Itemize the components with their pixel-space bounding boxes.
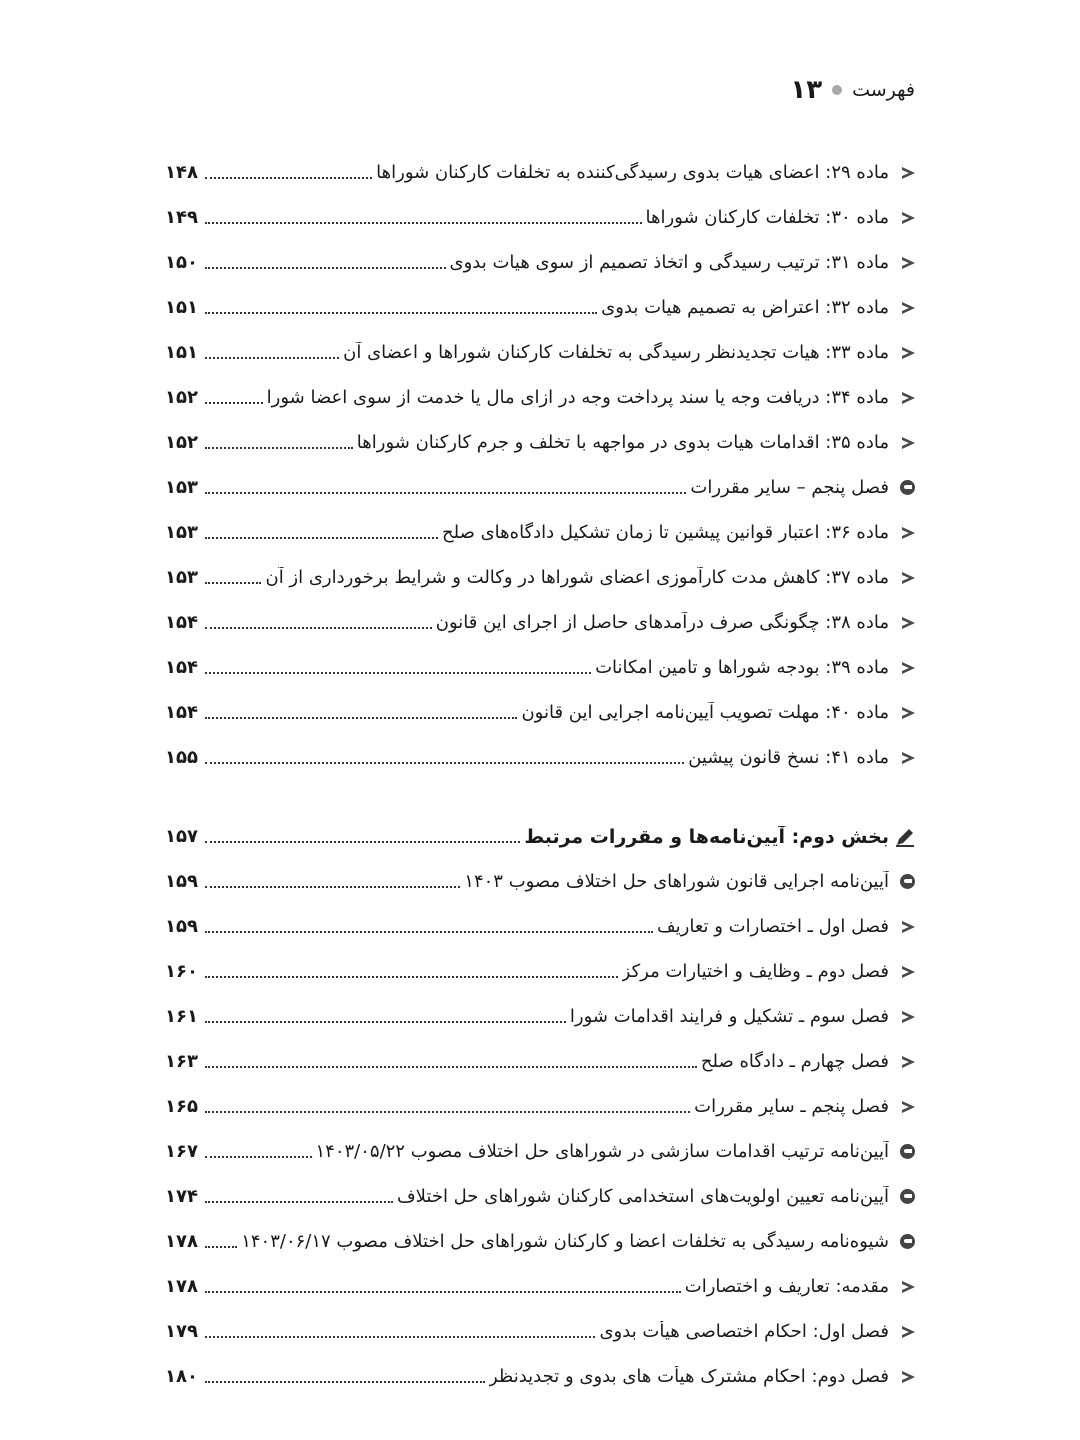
bullet [889,707,915,719]
toc-entry-page: ۱۵۴ [165,612,198,633]
table-of-contents [165,150,915,1399]
toc-entry [165,645,915,690]
toc-entry [165,195,915,240]
header-title: فهرست [852,79,915,101]
toc-entry-title: فصل اول ـ اختصارات و تعاریف [657,916,889,937]
bullet [889,167,915,179]
pencil-icon [895,827,915,847]
toc-entry-title: ماده ۳۲: اعتراض به تصمیم هیات بدوی [601,297,889,318]
dot-leader [205,357,339,359]
separator-dot-icon [832,85,842,95]
toc-entry-title: فصل دوم: احکام مشترک هیأت های بدوی و تجدیدنظر [489,1366,889,1387]
toc-entry-page: ۱۴۹ [165,207,198,228]
toc-entry-title: ماده ۳۳: هیات تجدیدنظر رسیدگی به تخلفات کارکنان شوراها و اعضای آن [343,342,889,363]
bullet [889,617,915,629]
dot-leader [205,627,432,629]
toc-entry-page: ۱۵۹ [165,871,198,892]
toc-entry-page: ۱۷۸ [165,1276,198,1297]
toc-entry-title: ماده ۳۶: اعتبار قوانین پیشین تا زمان تشکیل دادگاه‌های صلح [442,522,889,543]
dot-leader [205,267,446,269]
dot-leader [205,886,460,888]
arrow-bullet-icon [902,437,915,449]
toc-entry-title: ماده ۳۸: چگونگی صرف درآمدهای حاصل از اجرای این قانون [435,612,889,633]
toc-entry-title: فصل دوم ـ وظایف و اختیارات مرکز [621,961,889,982]
bullet [889,1056,915,1068]
arrow-bullet-icon [902,921,915,933]
dot-leader [205,976,618,978]
dot-leader [205,762,684,764]
toc-entry [165,1039,915,1084]
toc-entry-page: ۱۶۷ [165,1141,198,1162]
toc-entry-title: ماده ۳۷: کاهش مدت کارآموزی اعضای شوراها در وکالت و شرایط برخورداری از آن [265,567,889,588]
dot-leader [205,222,642,224]
toc-entry [165,1219,915,1264]
circle-bullet-icon [900,1144,915,1159]
bullet [889,437,915,449]
toc-entry-page: ۱۶۱ [165,1006,198,1027]
toc-group-2 [165,814,915,1399]
toc-entry [165,555,915,600]
bullet [889,1101,915,1113]
bullet [889,480,915,495]
dot-leader [205,1291,681,1293]
arrow-bullet-icon [902,707,915,719]
circle-bullet-icon [900,874,915,889]
arrow-bullet-icon [902,572,915,584]
toc-entry-page: ۱۵۴ [165,657,198,678]
toc-entry-page: ۱۵۹ [165,916,198,937]
dot-leader [205,1111,690,1113]
toc-entry-title: آیین‌نامه ترتیب اقدامات سازشی در شوراهای حل اختلاف مصوب ۱۴۰۳/۰۵/۲۲ [315,1141,889,1162]
bullet [889,1326,915,1338]
toc-entry-page: ۱۵۲ [165,432,198,453]
bullet [889,527,915,539]
bullet [889,827,915,847]
dot-leader [205,537,438,539]
arrow-bullet-icon [902,1011,915,1023]
toc-entry [165,465,915,510]
toc-entry-page: ۱۶۵ [165,1096,198,1117]
section-gap [165,780,915,814]
arrow-bullet-icon [902,1326,915,1338]
toc-entry [165,600,915,645]
bullet [889,874,915,889]
dot-leader [205,1381,485,1383]
toc-entry-title: ماده ۳۵: اقدامات هیات بدوی در مواجهه با تخلف و جرم کارکنان شوراها [356,432,889,453]
arrow-bullet-icon [902,257,915,269]
toc-entry-title: آیین‌نامه تعیین اولویت‌های استخدامی کارکنان شوراهای حل اختلاف [396,1186,889,1207]
bullet [889,1234,915,1249]
dot-leader [205,582,261,584]
dot-leader [205,841,520,843]
toc-entry-page: ۱۵۰ [165,252,198,273]
dot-leader [205,931,653,933]
arrow-bullet-icon [902,662,915,674]
circle-bullet-icon [900,480,915,495]
dot-leader [205,402,263,404]
toc-entry [165,994,915,1039]
toc-entry [165,1129,915,1174]
toc-entry [165,904,915,949]
toc-entry-page: ۱۵۵ [165,747,198,768]
dot-leader [205,1336,595,1338]
page-number: ۱۳ [790,75,823,105]
toc-entry [165,240,915,285]
bullet [889,662,915,674]
dot-leader [205,1201,393,1203]
arrow-bullet-icon [902,966,915,978]
bullet [889,347,915,359]
toc-entry [165,510,915,555]
toc-entry [165,330,915,375]
toc-entry-page: ۱۶۰ [165,961,198,982]
bullet [889,302,915,314]
bullet [889,966,915,978]
bullet [889,212,915,224]
dot-leader [205,447,353,449]
bullet [889,1011,915,1023]
toc-entry-title: فصل سوم ـ تشکیل و فرایند اقدامات شورا [569,1006,889,1027]
dot-leader [205,312,597,314]
toc-entry-page: ۱۵۱ [165,342,198,363]
toc-entry-title: ماده ۳۱: ترتیب رسیدگی و اتخاذ تصمیم از سوی هیات بدوی [449,252,889,273]
dot-leader [205,1066,697,1068]
dot-leader [205,1156,312,1158]
arrow-bullet-icon [902,302,915,314]
bullet [889,1281,915,1293]
bullet [889,572,915,584]
arrow-bullet-icon [902,1281,915,1293]
bullet [889,1371,915,1383]
toc-entry-title: ماده ۳۰: تخلفات کارکنان شوراها [645,207,889,228]
toc-entry-page: ۱۵۱ [165,297,198,318]
bullet [889,392,915,404]
arrow-bullet-icon [902,617,915,629]
dot-leader [205,1246,237,1248]
bullet [889,1189,915,1204]
toc-entry-title: فصل اول: احکام اختصاصی هیأت بدوی [599,1321,889,1342]
toc-entry-page: ۱۴۸ [165,162,198,183]
toc-entry-title: فصل چهارم ـ دادگاه صلح [700,1051,889,1072]
toc-entry [165,814,915,859]
toc-entry [165,735,915,780]
toc-entry-page: ۱۵۴ [165,702,198,723]
dot-leader [205,492,686,494]
arrow-bullet-icon [902,347,915,359]
toc-entry-title: ماده ۲۹: اعضای هیات بدوی رسیدگی‌کننده به تخلفات کارکنان شوراها [376,162,889,183]
dot-leader [205,177,372,179]
bullet [889,1144,915,1159]
toc-entry-page: ۱۶۳ [165,1051,198,1072]
page-header [165,70,915,110]
toc-group-1 [165,150,915,780]
toc-entry [165,1264,915,1309]
toc-entry [165,859,915,904]
arrow-bullet-icon [902,392,915,404]
dot-leader [205,672,591,674]
arrow-bullet-icon [902,1056,915,1068]
toc-entry-title: آیین‌نامه اجرایی قانون شوراهای حل اختلاف مصوب ۱۴۰۳ [464,871,889,892]
arrow-bullet-icon [902,752,915,764]
toc-entry-page: ۱۵۲ [165,387,198,408]
toc-entry-title: مقدمه: تعاریف و اختصارات [684,1276,889,1297]
toc-entry [165,1309,915,1354]
toc-entry-title: شیوه‌نامه رسیدگی به تخلفات اعضا و کارکنان شوراهای حل اختلاف مصوب ۱۴۰۳/۰۶/۱۷ [241,1231,889,1252]
toc-entry-title: ماده ۴۰: مهلت تصویب آیین‌نامه اجرایی این قانون [521,702,889,723]
toc-entry [165,285,915,330]
arrow-bullet-icon [902,212,915,224]
toc-entry [165,690,915,735]
toc-entry-page: ۱۷۴ [165,1186,198,1207]
toc-entry-page: ۱۷۹ [165,1321,198,1342]
toc-entry-title: فصل پنجم – سایر مقررات [690,477,889,498]
toc-entry-title: ماده ۴۱: نسخ قانون پیشین [688,747,889,768]
bullet [889,752,915,764]
toc-entry [165,375,915,420]
arrow-bullet-icon [902,1101,915,1113]
toc-entry [165,420,915,465]
arrow-bullet-icon [902,1371,915,1383]
toc-entry-title: فصل پنجم ـ سایر مقررات [694,1096,889,1117]
toc-entry-page: ۱۵۷ [165,826,198,847]
dot-leader [205,1021,566,1023]
toc-entry-page: ۱۵۳ [165,477,198,498]
toc-entry [165,949,915,994]
arrow-bullet-icon [902,527,915,539]
toc-entry-title: بخش دوم: آیین‌نامه‌ها و مقررات مرتبط [524,825,889,848]
toc-entry [165,150,915,195]
toc-entry [165,1084,915,1129]
toc-entry [165,1354,915,1399]
toc-entry-page: ۱۷۸ [165,1231,198,1252]
circle-bullet-icon [900,1234,915,1249]
dot-leader [205,717,517,719]
toc-entry-title: ماده ۳۹: بودجه شوراها و تامین امکانات [595,657,889,678]
toc-entry-page: ۱۵۳ [165,567,198,588]
bullet [889,257,915,269]
toc-entry-page: ۱۵۳ [165,522,198,543]
arrow-bullet-icon [902,167,915,179]
circle-bullet-icon [900,1189,915,1204]
toc-entry-page: ۱۸۰ [165,1366,198,1387]
toc-entry [165,1174,915,1219]
bullet [889,921,915,933]
toc-entry-title: ماده ۳۴: دریافت وجه یا سند پرداخت وجه در ازای مال یا خدمت از سوی اعضا شورا [266,387,889,408]
